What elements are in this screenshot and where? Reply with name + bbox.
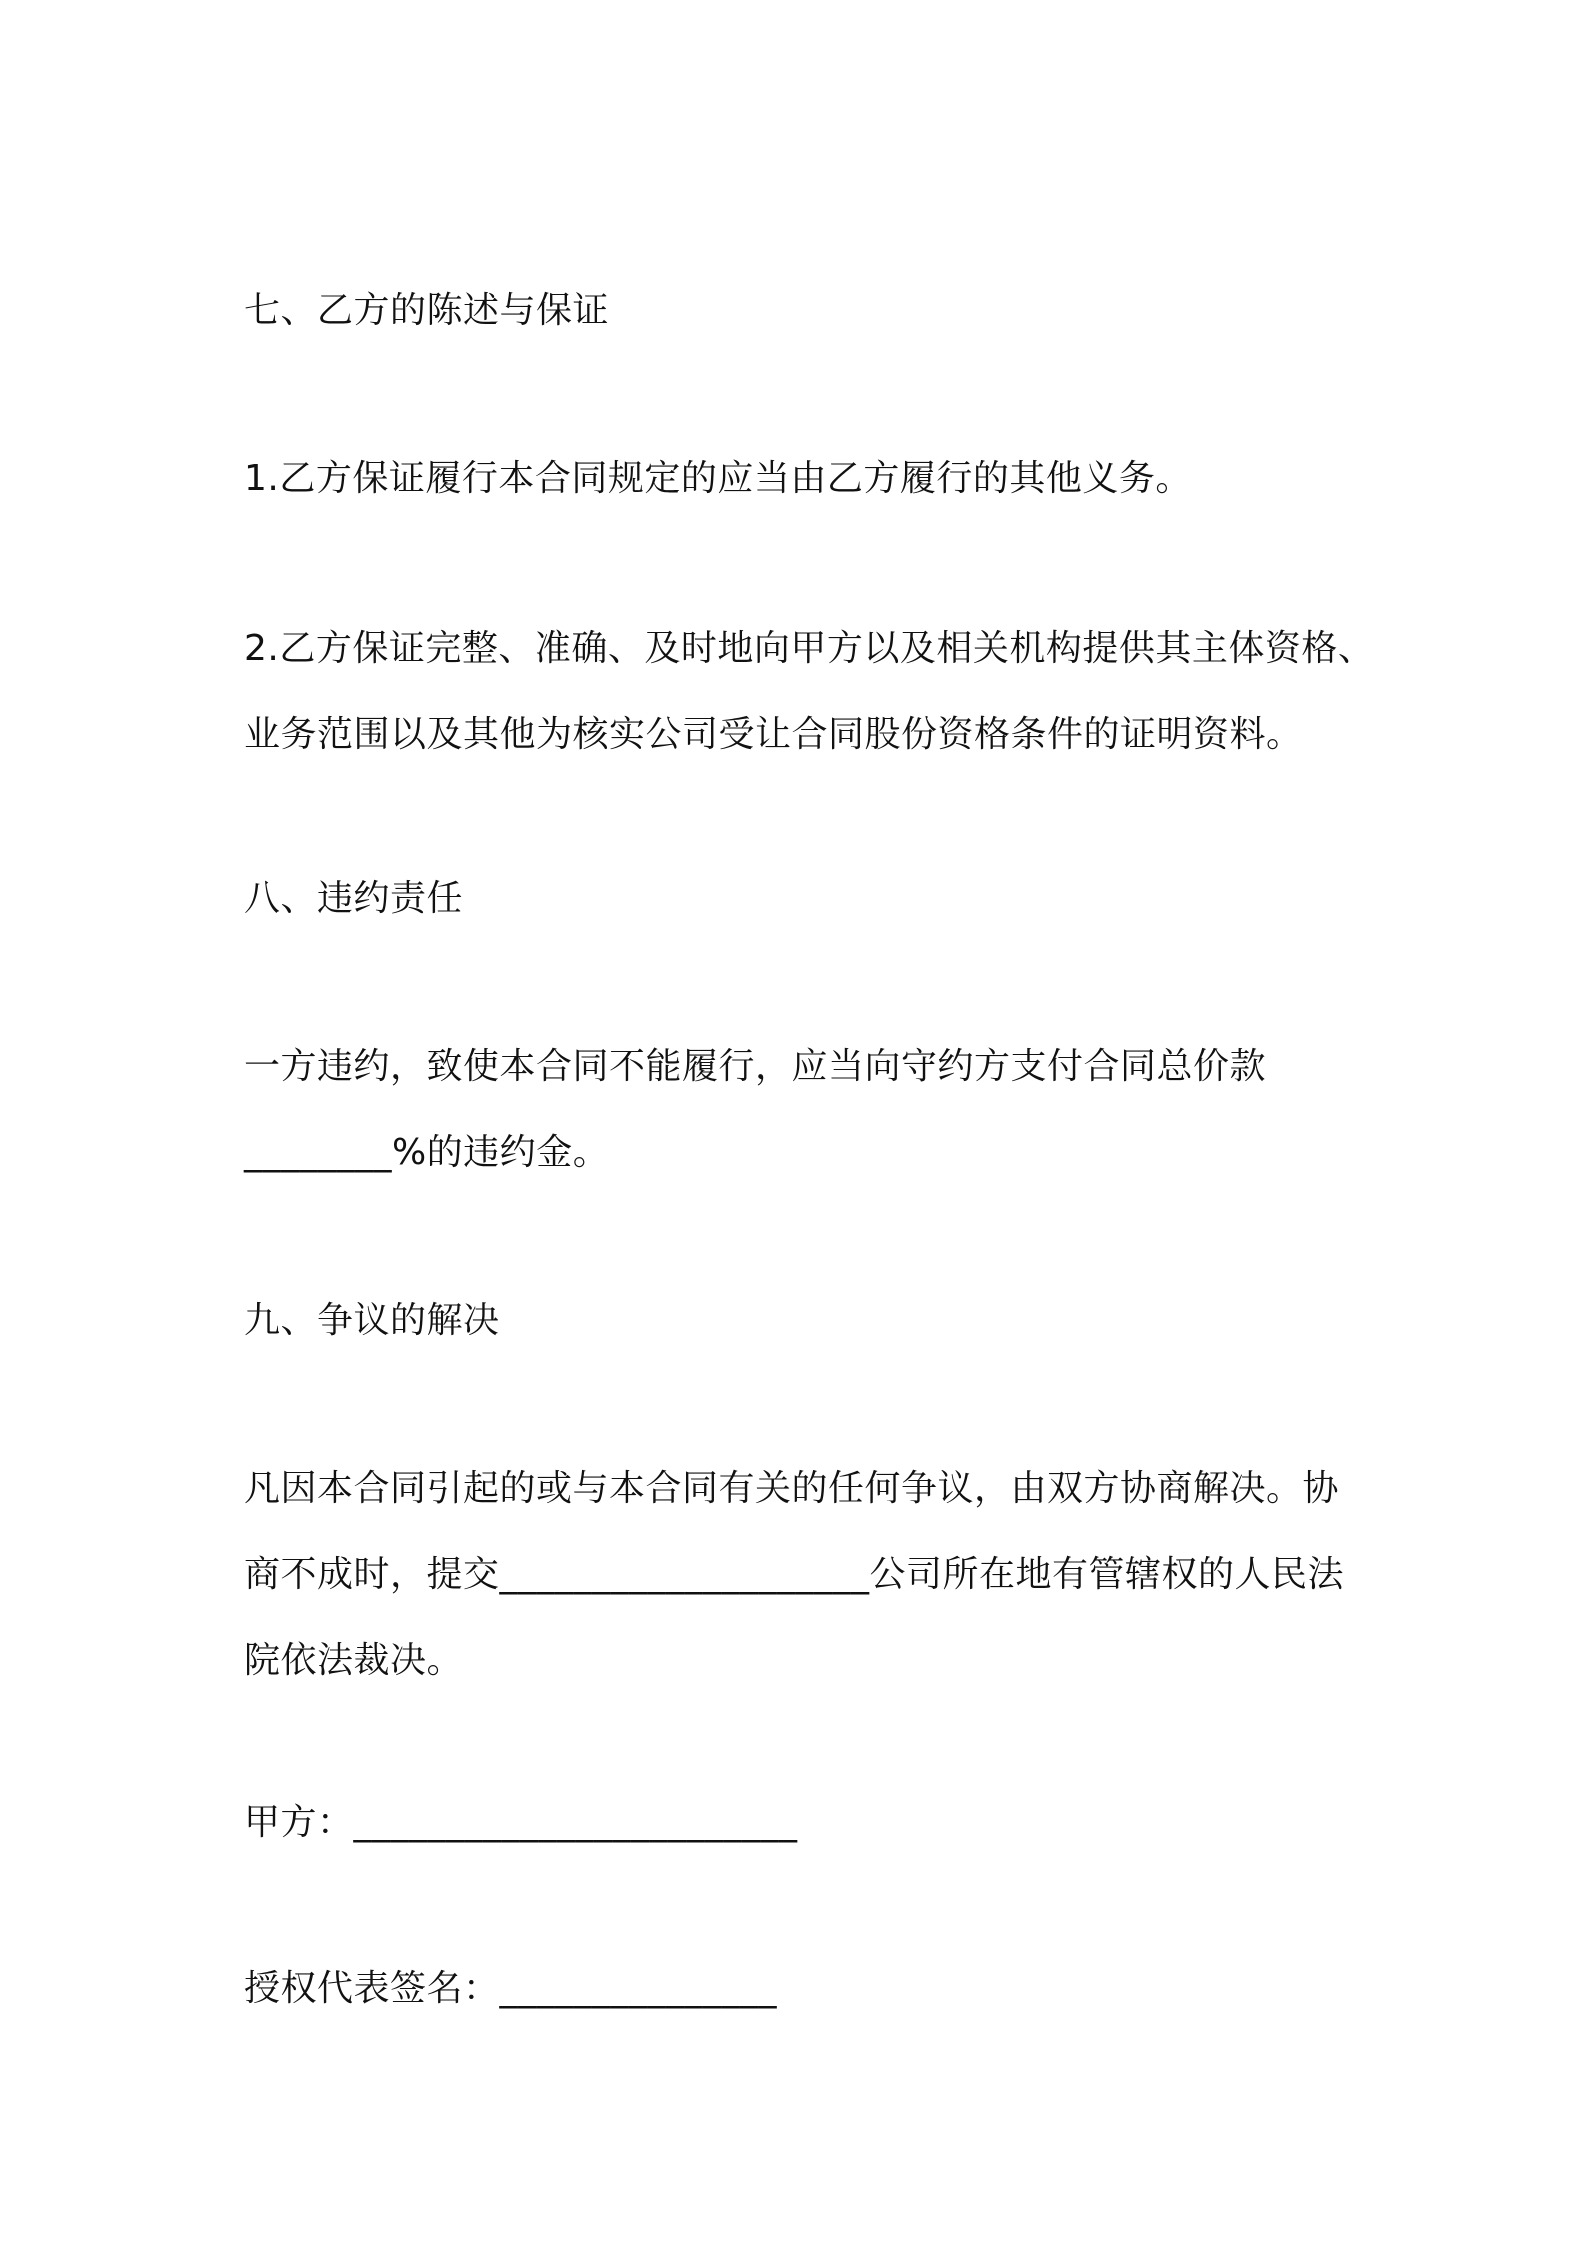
dispute-clause-line-3: 院依法裁决。 — [244, 1640, 464, 1681]
authorized-representative-signature-line: 授权代表签名：_______________ — [244, 1968, 778, 2009]
breach-clause-line-2: ________%的违约金。 — [244, 1132, 610, 1173]
section-7-heading: 七、乙方的陈述与保证 — [244, 290, 610, 331]
dispute-clause — [244, 1446, 1364, 1704]
section-8-heading: 八、违约责任 — [244, 878, 464, 919]
section-9-heading: 九、争议的解决 — [244, 1300, 500, 1341]
breach-clause — [244, 1024, 1364, 1196]
dispute-clause-line-1: 凡因本合同引起的或与本合同有关的任何争议，由双方协商解决。协 — [244, 1468, 1340, 1509]
section-7-item-2-line-1: 2.乙方保证完整、准确、及时地向甲方以及相关机构提供其主体资格、 — [244, 628, 1375, 669]
party-a-signature-line: 甲方：________________________ — [244, 1802, 798, 1843]
dispute-clause-line-2: 商不成时，提交____________________公司所在地有管辖权的人民法 — [244, 1554, 1345, 1595]
section-7-item-2 — [244, 606, 1375, 778]
breach-clause-line-1: 一方违约，致使本合同不能履行，应当向守约方支付合同总价款 — [244, 1046, 1267, 1087]
section-7-item-2-line-2: 业务范围以及其他为核实公司受让合同股份资格条件的证明资料。 — [244, 714, 1303, 755]
section-7-item-1: 1.乙方保证履行本合同规定的应当由乙方履行的其他义务。 — [244, 458, 1192, 499]
